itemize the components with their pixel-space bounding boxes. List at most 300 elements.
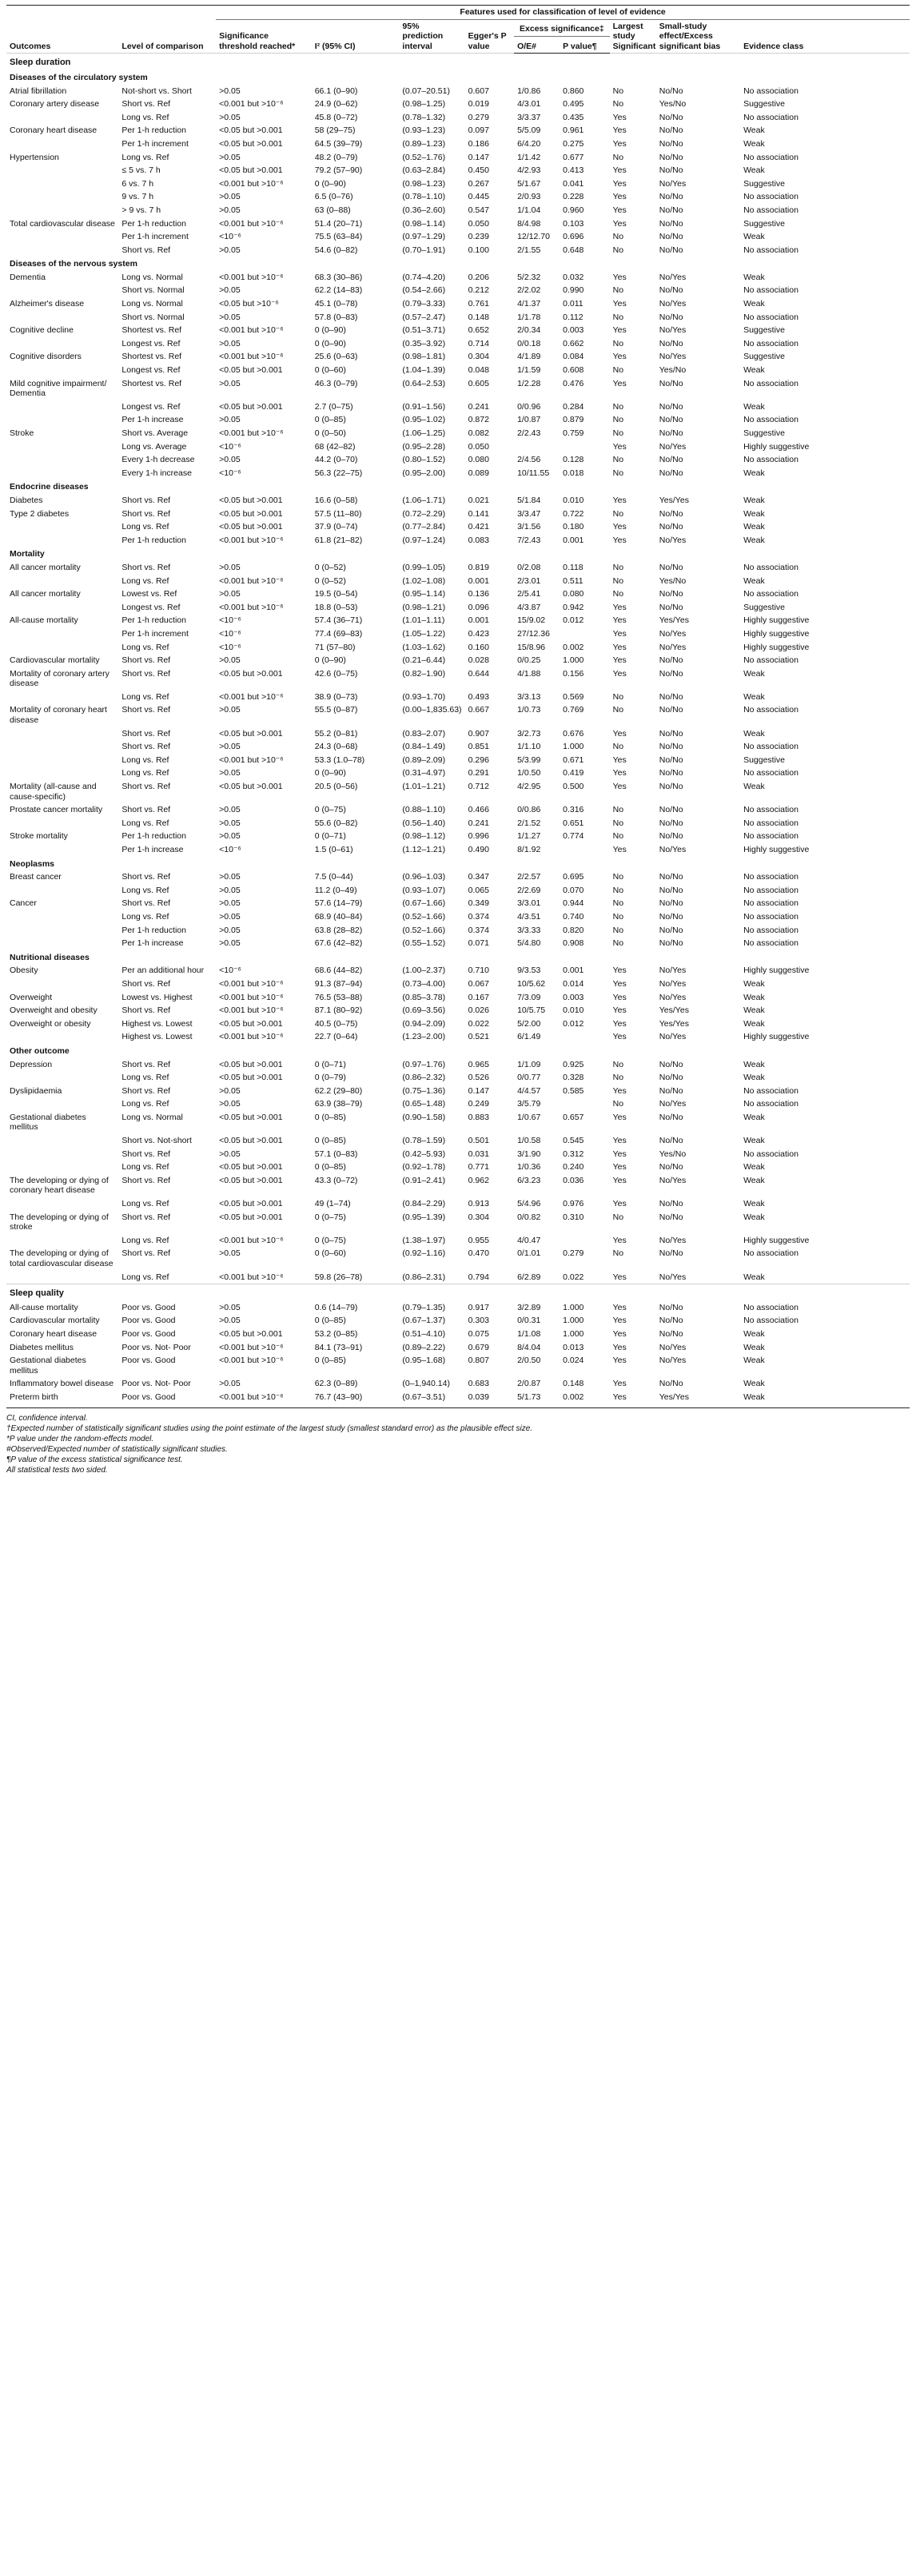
cell-small-study-bias: No/No	[659, 312, 683, 322]
cell-i2: 91.3 (87–94)	[314, 978, 363, 989]
cell-i2: 0 (0–60)	[314, 365, 346, 376]
cell-egger-p: 0.710	[468, 966, 489, 976]
cell-prediction-interval: (0.07–20.51)	[402, 86, 450, 96]
cell-evidence-class: No association	[743, 86, 799, 96]
cell-observed-expected: 3/3.13	[517, 691, 541, 702]
cell-significance: >0.05	[219, 1085, 241, 1096]
cell-significance: <0.05 but >0.001	[219, 125, 283, 136]
table-row	[6, 1148, 910, 1161]
cell-excess-p: 0.976	[563, 1199, 584, 1209]
cell-excess-p: 0.032	[563, 272, 584, 282]
table-row	[6, 991, 910, 1005]
cell-outcome	[6, 1148, 118, 1161]
table-row	[6, 453, 910, 467]
cell-evidence-class: No association	[743, 925, 799, 935]
cell-comparison: Short vs. Ref	[121, 1005, 171, 1016]
cell-observed-expected: 8/1.92	[517, 845, 541, 854]
cell-egger-p: 0.304	[468, 352, 489, 362]
cell-i2: 55.2 (0–81)	[314, 728, 358, 739]
table-row	[6, 1314, 910, 1328]
cell-i2: 53.2 (0–85)	[314, 1328, 358, 1339]
cell-evidence-class: Suggestive	[743, 602, 786, 612]
cell-prediction-interval: (0.85–3.78)	[402, 992, 446, 1002]
cell-observed-expected: 4/4.57	[517, 1085, 541, 1096]
cell-small-study-bias: No/Yes	[659, 272, 687, 282]
footnote: CI, confidence interval.	[6, 1413, 88, 1423]
cell-egger-p: 0.167	[468, 992, 489, 1002]
cell-significance: >0.05	[219, 1149, 241, 1159]
cell-largest-study: No	[612, 562, 624, 572]
cell-excess-p: 0.648	[563, 245, 584, 255]
cell-prediction-interval: (0.70–1.91)	[402, 245, 446, 255]
cell-significance: >0.05	[219, 938, 241, 949]
cell-excess-p: 0.070	[563, 885, 584, 895]
cell-small-study-bias: No/No	[659, 1302, 683, 1312]
cell-i2: 44.2 (0–70)	[314, 455, 358, 465]
cell-significance: <0.001 but >10⁻⁶	[219, 575, 284, 586]
table-row	[6, 1247, 910, 1270]
cell-i2: 0 (0–85)	[314, 1136, 346, 1146]
cell-outcome	[6, 910, 118, 924]
cell-excess-p: 0.080	[563, 589, 584, 599]
cell-prediction-interval: (0.72–2.29)	[402, 508, 446, 519]
cell-significance: <0.05 but >0.001	[219, 1059, 283, 1069]
cell-small-study-bias: No/No	[659, 415, 683, 425]
cell-observed-expected: 1/2.28	[517, 378, 541, 388]
cell-egger-p: 0.147	[468, 1085, 489, 1096]
table-row	[6, 1328, 910, 1341]
cell-excess-p: 0.820	[563, 925, 584, 935]
cell-significance: >0.05	[219, 338, 241, 348]
cell-small-study-bias: No/No	[659, 602, 683, 612]
cell-excess-p: 0.545	[563, 1136, 584, 1146]
cell-small-study-bias: No/No	[659, 522, 683, 532]
cell-excess-p: 0.036	[563, 1175, 584, 1185]
cell-evidence-class: Weak	[743, 691, 765, 702]
cell-excess-p: 0.413	[563, 165, 584, 176]
header-outcomes: Outcomes	[6, 6, 118, 54]
cell-significance: <0.05 but >0.001	[219, 1018, 283, 1029]
cell-i2: 63.8 (28–82)	[314, 925, 363, 935]
cell-comparison: Per 1-h increase	[121, 845, 184, 854]
cell-comparison: Long vs. Ref	[121, 885, 169, 895]
cell-small-study-bias: No/Yes	[659, 1356, 687, 1366]
cell-i2: 43.3 (0–72)	[314, 1175, 358, 1185]
cell-comparison: Per 1-h reduction	[121, 535, 186, 545]
cell-observed-expected: 5/1.67	[517, 178, 541, 189]
cell-outcome: Total cardiovascular disease	[10, 218, 115, 229]
cell-egger-p: 0.148	[468, 312, 489, 322]
cell-prediction-interval: (0.65–1.48)	[402, 1099, 446, 1109]
cell-small-study-bias: No/No	[659, 218, 683, 229]
cell-largest-study: Yes	[612, 272, 627, 282]
table-row	[6, 111, 910, 125]
cell-prediction-interval: (0.52–1.66)	[402, 911, 446, 922]
cell-comparison: Long vs. Ref	[121, 1199, 169, 1209]
cell-evidence-class: No association	[743, 589, 799, 599]
cell-outcome: All cancer mortality	[10, 562, 81, 572]
cell-observed-expected: 4/1.88	[517, 668, 541, 679]
cell-i2: 0 (0–85)	[314, 1112, 346, 1122]
section-label: Sleep quality	[6, 1284, 910, 1301]
cell-outcome: Coronary heart disease	[10, 125, 98, 136]
cell-egger-p: 0.955	[468, 1235, 489, 1245]
cell-observed-expected: 2/0.93	[517, 192, 541, 202]
cell-excess-p	[560, 1234, 610, 1248]
cell-comparison: Short vs. Ref	[121, 508, 171, 519]
cell-largest-study: No	[612, 152, 624, 162]
cell-egger-p: 0.962	[468, 1175, 489, 1185]
header-significance: Significance threshold reached*	[219, 31, 296, 51]
cell-small-study-bias: Yes/No	[659, 365, 687, 376]
cell-outcome: Prostate cancer mortality	[10, 805, 103, 815]
cell-small-study-bias: No/No	[659, 232, 683, 242]
footnote: ¶P value of the excess statistical significance test.	[6, 1455, 183, 1464]
cell-egger-p: 0.136	[468, 589, 489, 599]
cell-outcome	[6, 727, 118, 741]
cell-i2: 0 (0–85)	[314, 1356, 346, 1366]
category-heading	[6, 857, 910, 871]
cell-largest-study: Yes	[612, 178, 627, 189]
cell-largest-study: Yes	[612, 138, 627, 149]
cell-evidence-class: Weak	[743, 1018, 765, 1029]
cell-excess-p: 0.908	[563, 938, 584, 949]
cell-egger-p: 0.089	[468, 468, 489, 478]
cell-comparison: Longest vs. Ref	[121, 338, 181, 348]
cell-comparison: Short vs. Ref	[121, 99, 171, 109]
cell-outcome	[6, 284, 118, 297]
cell-outcome: Gestational diabetes mellitus	[10, 1356, 86, 1376]
cell-i2: 7.5 (0–44)	[314, 872, 353, 882]
cell-significance: <0.001 but >10⁻⁶	[219, 352, 284, 362]
cell-small-study-bias: No/No	[659, 1199, 683, 1209]
cell-observed-expected: 8/4.04	[517, 1342, 541, 1352]
cell-observed-expected: 1/1.04	[517, 205, 541, 215]
cell-evidence-class: No association	[743, 818, 799, 828]
cell-egger-p: 0.712	[468, 782, 489, 792]
cell-significance: <0.001 but >10⁻⁶	[219, 602, 284, 612]
cell-outcome	[6, 843, 118, 857]
cell-excess-p: 0.018	[563, 468, 584, 478]
cell-egger-p: 0.714	[468, 338, 489, 348]
table-row	[6, 1071, 910, 1085]
table-row	[6, 98, 910, 111]
cell-evidence-class: Highly suggestive	[743, 615, 810, 626]
cell-observed-expected: 15/8.96	[517, 642, 546, 652]
cell-small-study-bias: No/No	[659, 1248, 683, 1259]
cell-prediction-interval: (0.69–3.56)	[402, 1005, 446, 1016]
cell-prediction-interval: (0.74–4.20)	[402, 272, 446, 282]
cell-egger-p: 0.001	[468, 615, 489, 626]
cell-outcome: Atrial fibrillation	[10, 86, 67, 96]
cell-prediction-interval: (0.78–1.59)	[402, 1136, 446, 1146]
cell-small-study-bias: No/No	[659, 192, 683, 202]
cell-i2: 0 (0–75)	[314, 1235, 346, 1245]
cell-prediction-interval: (0.91–1.56)	[402, 401, 446, 412]
cell-evidence-class: No association	[743, 898, 799, 909]
cell-egger-p: 0.683	[468, 1379, 489, 1389]
cell-significance: <0.05 but >0.001	[219, 522, 283, 532]
cell-observed-expected: 10/5.75	[517, 1005, 546, 1016]
cell-observed-expected: 1/0.58	[517, 1136, 541, 1146]
cell-significance: >0.05	[219, 1099, 241, 1109]
cell-observed-expected: 4/2.93	[517, 165, 541, 176]
cell-small-study-bias: Yes/Yes	[659, 1018, 689, 1029]
cell-observed-expected: 6/4.20	[517, 138, 541, 149]
cell-excess-p: 0.103	[563, 218, 584, 229]
cell-significance: >0.05	[219, 152, 241, 162]
cell-comparison: Long vs. Ref	[121, 1235, 169, 1245]
footnote: †Expected number of statistically significant studies using the point estimate of the largest study (smallest standard error) as the plausible effect size.	[6, 1423, 533, 1433]
cell-observed-expected: 0/0.18	[517, 338, 541, 348]
cell-prediction-interval: (1.01–1.21)	[402, 782, 446, 792]
cell-small-study-bias: No/No	[659, 125, 683, 136]
cell-i2: 0 (0–90)	[314, 325, 346, 336]
cell-excess-p: 0.961	[563, 125, 584, 136]
cell-i2: 63 (0–88)	[314, 205, 351, 215]
cell-excess-p: 0.662	[563, 338, 584, 348]
cell-observed-expected: 1/0.67	[517, 1112, 541, 1122]
cell-small-study-bias: No/No	[659, 831, 683, 842]
cell-outcome: Cardiovascular mortality	[10, 1316, 100, 1326]
cell-excess-p: 0.001	[563, 535, 584, 545]
cell-i2: 20.5 (0–56)	[314, 782, 358, 792]
cell-small-study-bias: No/Yes	[659, 1342, 687, 1352]
cell-excess-p: 0.944	[563, 898, 584, 909]
cell-outcome	[6, 177, 118, 191]
cell-comparison: Long vs. Ref	[121, 642, 169, 652]
cell-significance: <0.05 but >0.001	[219, 508, 283, 519]
cell-i2: 0 (0–85)	[314, 1162, 346, 1173]
cell-i2: 53.3 (1.0–78)	[314, 754, 365, 765]
cell-small-study-bias: No/No	[659, 872, 683, 882]
header-oe: O/E#	[514, 36, 560, 53]
cell-evidence-class: No association	[743, 938, 799, 949]
cell-comparison: Long vs. Normal	[121, 299, 183, 309]
cell-significance: <0.001 but >10⁻⁶	[219, 272, 284, 282]
table-row	[6, 1354, 910, 1377]
cell-observed-expected: 2/2.02	[517, 285, 541, 296]
cell-small-study-bias: No/Yes	[659, 628, 687, 639]
cell-evidence-class: No association	[743, 1316, 799, 1326]
cell-egger-p: 0.100	[468, 245, 489, 255]
cell-egger-p: 0.374	[468, 925, 489, 935]
cell-evidence-class: Weak	[743, 1073, 765, 1083]
cell-outcome: Inflammatory bowel disease	[10, 1379, 114, 1389]
cell-excess-p: 0.511	[563, 575, 583, 586]
table-row	[6, 1097, 910, 1111]
cell-largest-study: Yes	[612, 1235, 627, 1245]
cell-egger-p: 0.082	[468, 428, 489, 438]
cell-egger-p: 0.304	[468, 1212, 489, 1222]
cell-excess-p	[560, 440, 610, 454]
cell-small-study-bias: No/No	[659, 468, 683, 478]
cell-prediction-interval: (0.89–2.22)	[402, 1342, 446, 1352]
cell-evidence-class: Weak	[743, 535, 765, 545]
cell-small-study-bias: No/Yes	[659, 978, 687, 989]
cell-comparison: Long vs. Normal	[121, 1112, 183, 1122]
cell-largest-study: Yes	[612, 1342, 627, 1352]
category-heading	[6, 257, 910, 271]
cell-prediction-interval: (0.55–1.52)	[402, 938, 446, 949]
cell-prediction-interval: (1.01–1.11)	[402, 615, 445, 626]
cell-comparison: Per 1-h reduction	[121, 615, 186, 626]
cell-egger-p: 0.996	[468, 831, 489, 842]
cell-prediction-interval: (0.93–1.23)	[402, 125, 446, 136]
cell-egger-p: 0.071	[468, 938, 489, 949]
cell-i2: 68 (42–82)	[314, 441, 356, 452]
cell-i2: 0 (0–90)	[314, 655, 346, 666]
cell-comparison: Short vs. Not-short	[121, 1136, 192, 1146]
cell-significance: <0.001 but >10⁻⁶	[219, 428, 284, 438]
cell-egger-p: 0.679	[468, 1342, 489, 1352]
cell-i2: 63.9 (38–79)	[314, 1099, 363, 1109]
cell-excess-p: 0.328	[563, 1073, 584, 1083]
table-row	[6, 870, 910, 884]
cell-largest-study: Yes	[612, 218, 627, 229]
cell-significance: >0.05	[219, 86, 241, 96]
cell-i2: 40.5 (0–75)	[314, 1018, 358, 1029]
cell-observed-expected: 2/0.50	[517, 1356, 541, 1366]
cell-excess-p: 0.925	[563, 1059, 584, 1069]
cell-outcome	[6, 111, 118, 125]
cell-significance: <0.05 but >0.001	[219, 668, 283, 679]
cell-i2: 84.1 (73–91)	[314, 1342, 363, 1352]
cell-comparison: Short vs. Ref	[121, 742, 171, 752]
cell-prediction-interval: (0.95–2.00)	[402, 468, 446, 478]
cell-observed-expected: 3/1.90	[517, 1149, 541, 1159]
cell-observed-expected: 12/12.70	[517, 232, 550, 242]
cell-excess-p: 0.013	[563, 1342, 584, 1352]
cell-comparison: > 9 vs. 7 h	[121, 205, 161, 215]
cell-observed-expected: 0/0.82	[517, 1212, 541, 1222]
cell-evidence-class: Weak	[743, 138, 765, 149]
cell-prediction-interval: (0.67–1.66)	[402, 898, 446, 909]
cell-comparison: Short vs. Normal	[121, 312, 185, 322]
cell-significance: <0.001 but >10⁻⁶	[219, 178, 284, 189]
cell-excess-p: 0.180	[563, 522, 584, 532]
cell-observed-expected: 27/12.36	[517, 628, 550, 639]
cell-prediction-interval: (0–1,940.14)	[402, 1379, 450, 1389]
table-row	[6, 1004, 910, 1017]
cell-largest-study: No	[612, 805, 624, 815]
cell-comparison: Longest vs. Ref	[121, 365, 181, 376]
cell-i2: 11.2 (0–49)	[314, 885, 357, 895]
cell-prediction-interval: (0.96–1.03)	[402, 872, 446, 882]
cell-significance: <0.001 but >10⁻⁶	[219, 218, 284, 229]
cell-comparison: Short vs. Ref	[121, 705, 171, 715]
cell-comparison: Per 1-h reduction	[121, 831, 186, 842]
cell-prediction-interval: (0.98–1.14)	[402, 218, 446, 229]
cell-largest-study: No	[612, 415, 624, 425]
cell-comparison: Longest vs. Ref	[121, 602, 181, 612]
cell-significance: <0.001 but >10⁻⁶	[219, 1272, 284, 1282]
cell-prediction-interval: (0.75–1.36)	[402, 1085, 446, 1096]
cell-observed-expected: 1/0.50	[517, 768, 541, 778]
cell-excess-p: 0.118	[563, 562, 583, 572]
cell-largest-study: No	[612, 911, 624, 922]
table-row	[6, 1234, 910, 1248]
cell-prediction-interval: (0.80–1.52)	[402, 455, 446, 465]
cell-i2: 66.1 (0–90)	[314, 86, 358, 96]
cell-comparison: Not-short vs. Short	[121, 86, 192, 96]
cell-excess-p: 0.960	[563, 205, 584, 215]
cell-i2: 0.6 (14–79)	[314, 1302, 358, 1312]
cell-outcome	[6, 190, 118, 204]
cell-i2: 62.3 (0–89)	[314, 1379, 358, 1389]
table-row	[6, 1161, 910, 1174]
cell-largest-study: No	[612, 401, 624, 412]
cell-observed-expected: 6/1.49	[517, 1032, 541, 1042]
cell-outcome: The developing or dying of stroke	[10, 1212, 109, 1232]
cell-outcome	[6, 641, 118, 655]
cell-comparison: Poor vs. Good	[121, 1328, 176, 1339]
cell-largest-study: Yes	[612, 125, 627, 136]
cell-evidence-class: Weak	[743, 728, 765, 739]
cell-outcome: Mortality of coronary artery disease	[10, 668, 110, 689]
cell-excess-p: 0.014	[563, 978, 584, 989]
cell-observed-expected: 1/0.73	[517, 705, 541, 715]
cell-i2: 54.6 (0–82)	[314, 245, 358, 255]
cell-excess-p: 0.740	[563, 911, 584, 922]
cell-largest-study: Yes	[612, 299, 627, 309]
cell-significance: >0.05	[219, 205, 241, 215]
cell-observed-expected: 0/1.01	[517, 1248, 541, 1259]
cell-outcome	[6, 601, 118, 615]
cell-excess-p: 1.000	[563, 655, 584, 666]
cell-comparison: Long vs. Ref	[121, 522, 169, 532]
cell-egger-p: 0.761	[468, 299, 489, 309]
cell-comparison: Per 1-h reduction	[121, 125, 186, 136]
cell-egger-p: 0.819	[468, 562, 489, 572]
cell-egger-p: 0.279	[468, 112, 489, 122]
cell-comparison: Long vs. Ref	[121, 754, 169, 765]
cell-egger-p: 0.851	[468, 742, 489, 752]
cell-outcome: Cognitive disorders	[10, 352, 82, 362]
cell-largest-study: No	[612, 365, 624, 376]
cell-small-study-bias: No/No	[659, 898, 683, 909]
cell-egger-p: 0.794	[468, 1272, 489, 1282]
cell-significance: <0.05 but >0.001	[219, 1212, 283, 1222]
cell-excess-p: 0.677	[563, 152, 584, 162]
cell-outcome: Cancer	[10, 898, 37, 909]
cell-i2: 16.6 (0–58)	[314, 495, 358, 505]
category-label: Mortality	[10, 549, 45, 559]
cell-outcome: Hypertension	[10, 152, 59, 162]
cell-evidence-class: No association	[743, 911, 799, 922]
cell-egger-p: 0.917	[468, 1302, 489, 1312]
cell-outcome: Mortality (all-cause and cause-specific)	[10, 782, 97, 802]
cell-observed-expected: 15/9.02	[517, 615, 546, 626]
table-row	[6, 244, 910, 257]
cell-prediction-interval: (0.98–1.25)	[402, 99, 446, 109]
cell-i2: 68.3 (30–86)	[314, 272, 363, 282]
cell-outcome	[6, 244, 118, 257]
cell-small-study-bias: No/No	[659, 705, 683, 715]
cell-comparison: Short vs. Normal	[121, 285, 185, 296]
cell-significance: >0.05	[219, 911, 241, 922]
cell-i2: 55.5 (0–87)	[314, 705, 358, 715]
table-row	[6, 754, 910, 767]
cell-comparison: Poor vs. Not- Poor	[121, 1379, 191, 1389]
cell-evidence-class: No association	[743, 742, 799, 752]
cell-prediction-interval: (0.92–1.16)	[402, 1248, 446, 1259]
cell-small-study-bias: Yes/Yes	[659, 1392, 689, 1402]
cell-observed-expected: 5/4.80	[517, 938, 541, 949]
cell-evidence-class: No association	[743, 1149, 799, 1159]
cell-significance: <0.001 but >10⁻⁶	[219, 535, 284, 545]
cell-observed-expected: 3/5.79	[517, 1099, 541, 1109]
